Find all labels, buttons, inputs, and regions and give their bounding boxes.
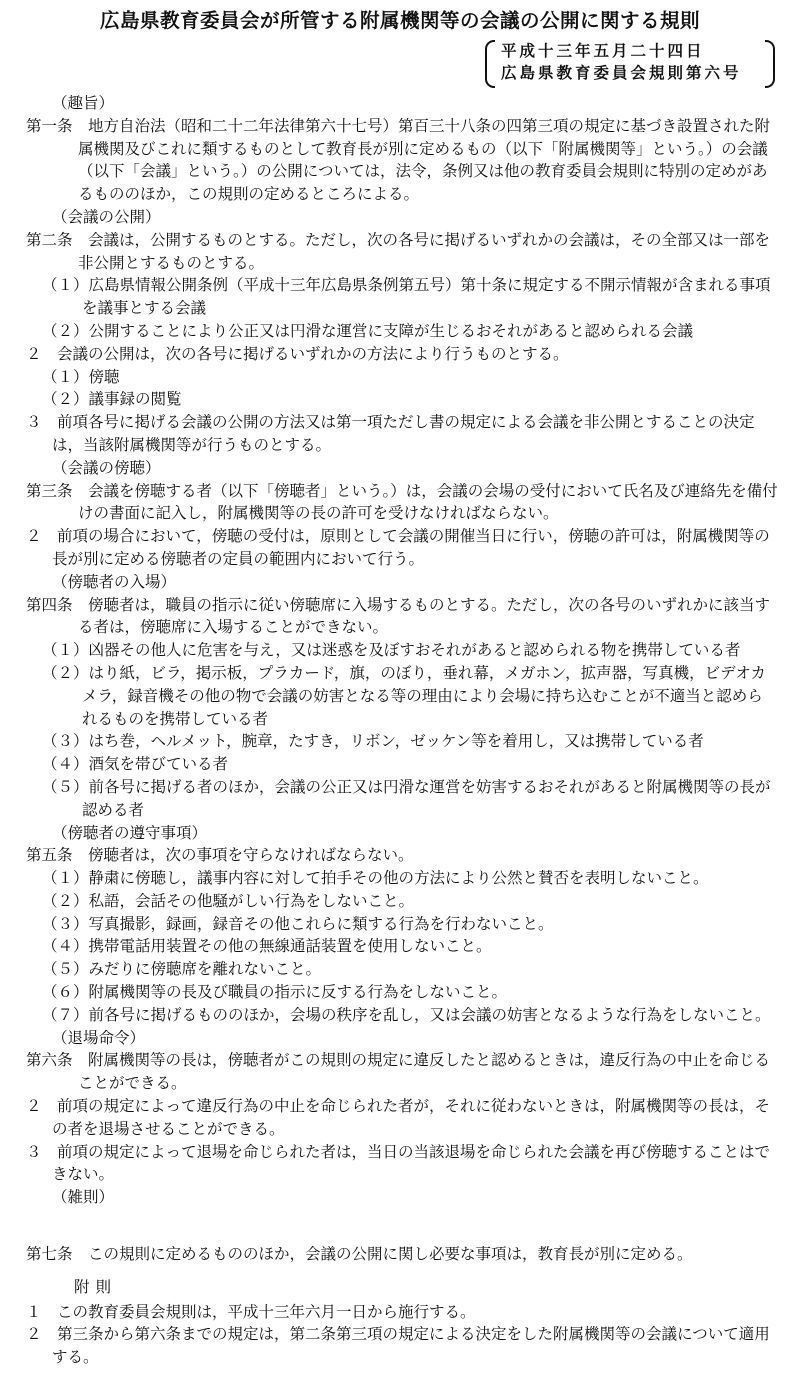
article-item: （６）附属機関等の長及び職員の指示に反する行為をしないこと。 [42, 983, 508, 1002]
article-text: 第四条 傍聴者は，職員の指示に従い傍聴席に入場するものとする。ただし，次の各号のいずれかに該当する者は，傍聴席に入場することができない。 [26, 595, 771, 637]
supplementary-heading: 附則 [74, 1277, 118, 1296]
article-item: （１）静粛に傍聴し，議事内容に対して拍手その他の方法により公然と賛否を表明しないこと。 [42, 869, 709, 888]
article-heading: （傍聴者の入場） [52, 572, 177, 591]
regulation-number: 広島県教育委員会規則第六号 [501, 64, 742, 82]
article-item: （３）写真撮影，録画，録音その他これらに類する行為を行わないこと。 [42, 914, 554, 933]
article-heading: （退場命令） [52, 1028, 146, 1047]
article-heading: （趣旨） [52, 94, 115, 112]
article-text: 第六条 附属機関等の長は，傍聴者がこの規則の規定に違反したと認めるときは，違反行為の中止を命じることができる。 [26, 1051, 771, 1093]
article-item: （５）みだりに傍聴席を離れないこと。 [42, 960, 322, 979]
article-item: （１）広島県情報公開条例（平成十三年広島県条例第五号）第十条に規定する不開示情報が含まれる事項を議事とする会議 [42, 276, 771, 318]
article-item: （１）傍聴 [42, 367, 120, 386]
article-heading: （会議の傍聴） [52, 458, 161, 477]
article-item: （４）携帯電話用装置その他の無線通話装置を使用しないこと。 [42, 937, 492, 956]
article-text: 第七条 この規則に定めるもののほか，会議の公開に関し必要な事項は，教育長が別に定める。 [26, 1245, 693, 1264]
article-heading: （傍聴者の遵守事項） [52, 823, 208, 842]
supplementary-paragraph: ２ 第三条から第六条までの規定は，第二条第三項の規定による決定をした附属機関等の会議について適用する。 [26, 1325, 770, 1367]
left-bracket [485, 40, 495, 88]
article-heading: （雑則） [52, 1188, 115, 1207]
article-item: （２）私語，会話その他騒がしい行為をしないこと。 [42, 891, 415, 910]
article-item: （４）酒気を帯びている者 [42, 755, 229, 774]
regulation-body [26, 92, 778, 1369]
article-paragraph: ３ 前項各号に掲げる会議の公開の方法又は第一項ただし書の規定による会議を非公開とすることの決定は，当該附属機関等が行うものとする。 [26, 413, 755, 454]
page-title: 広島県教育委員会が所管する附属機関等の会議の公開に関する規則 [99, 9, 700, 32]
article-item: （２）公開することにより公正又は円滑な運営に支障が生じるおそれがあると認められる会議 [42, 321, 694, 340]
article-text: 第二条 会議は，公開するものとする。ただし，次の各号に掲げるいずれかの会議は，その全部又は一部を非公開とするものとする。 [26, 230, 771, 272]
article-item: （７）前各号に掲げるもののほか，会場の秩序を乱し，又は会議の妨害となるような行為をしないこと。 [42, 1005, 771, 1024]
article-item: （１）凶器その他人に危害を与え，又は迷惑を及ぼすおそれがあると認められる物を携帯している者 [42, 641, 741, 660]
enactment-info [485, 40, 775, 90]
article-paragraph: ２ 会議の公開は，次の各号に掲げるいずれかの方法により行うものとする。 [26, 344, 569, 363]
article-paragraph: ３ 前項の規定によって退場を命じられた者は，当日の当該退場を命じられた会議を再び傍聴することはできない。 [26, 1142, 771, 1184]
article-item: （２）はり紙，ビラ，掲示板，プラカード，旗，のぼり，垂れ幕，メガホン，拡声器，写真機，ビデオカメラ，録音機その他の物で会議の妨害となる等の理由により会場に持ち込むことが不適当と認められるものを携帯している者 [42, 663, 766, 728]
article-item: （３）はち巻，ヘルメット，腕章，たすき，リボン，ゼッケン等を着用し，又は携帯している者 [42, 732, 704, 751]
article-heading: （会議の公開） [52, 207, 161, 226]
article-text: 第一条 地方自治法（昭和二十二年法律第六十七号）第百三十八条の四第三項の規定に基づき設置された附属機関及びこれに類するものとして教育長が別に定めるもの（以下「附属機関等」という。）の会議（以下「会議」という。）の公開については，法令，条例又は他の教育委員会規則に特別の定めがあるもののほか，この規則の定めるところによる。 [26, 116, 771, 204]
article-text: 第三条 会議を傍聴する者（以下「傍聴者」という。）は，会議の会場の受付において氏名及び連絡先を備付けの書面に記入し，附属機関等の長の許可を受けなければならない。 [26, 481, 778, 523]
article-item: （５）前各号に掲げる者のほか，会議の公正又は円滑な運営を妨害するおそれがあると附属機関等の長が認める者 [42, 777, 771, 819]
article-text: 第五条 傍聴者は，次の事項を守らなければならない。 [26, 846, 414, 865]
spacer [26, 1209, 778, 1243]
enactment-date: 平成十三年五月二十四日 [501, 42, 705, 60]
supplementary-paragraph: １ この教育委員会規則は，平成十三年六月一日から施行する。 [26, 1302, 476, 1321]
article-item: （２）議事録の閲覧 [42, 390, 182, 409]
article-paragraph: ２ 前項の場合において，傍聴の受付は，原則として会議の開催当日に行い，傍聴の許可は，附属機関等の長が別に定める傍聴者の定員の範囲内において行う。 [26, 527, 770, 568]
article-paragraph: ２ 前項の規定によって違反行為の中止を命じられた者が，それに従わないときは，附属機関等の長は，その者を退場させることができる。 [26, 1097, 771, 1138]
right-bracket [765, 40, 775, 88]
